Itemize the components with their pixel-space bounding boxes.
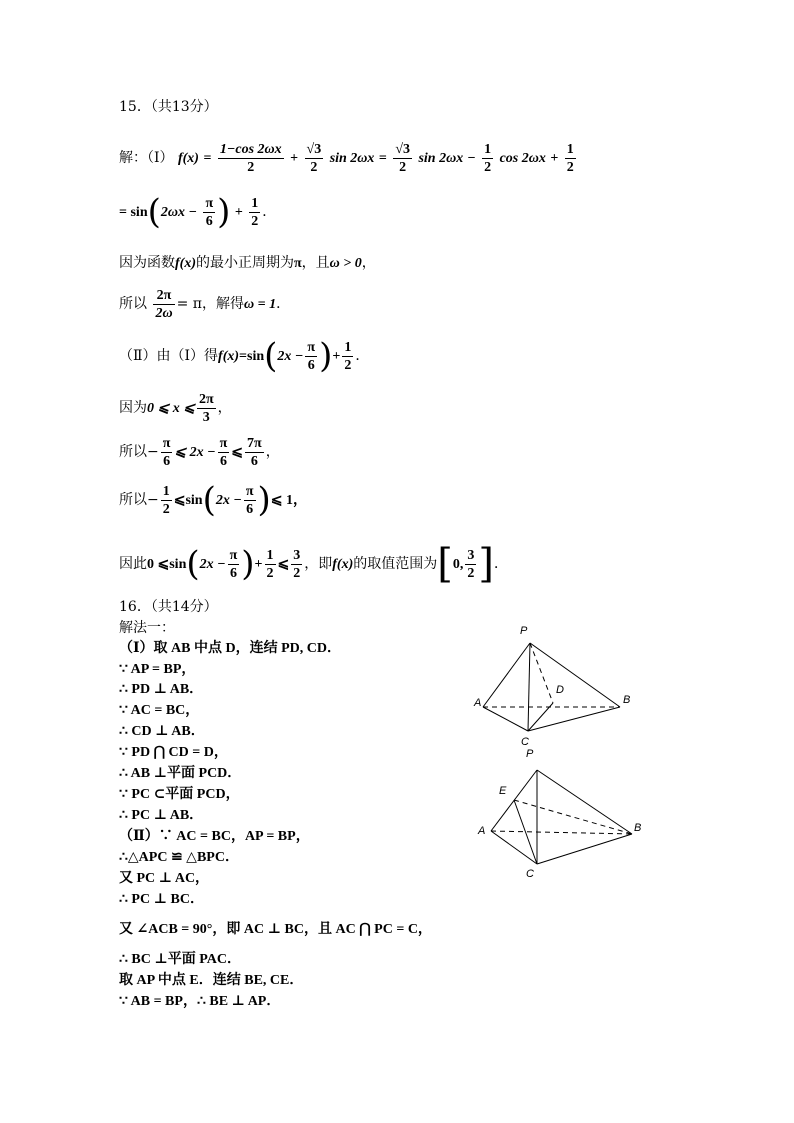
frac-2pi-2w	[153, 287, 174, 322]
paren-close: )	[319, 336, 333, 376]
q16-line: ∴ CD ⊥ AB．	[119, 724, 205, 739]
frac-num: π	[205, 195, 214, 211]
frac-3	[393, 141, 412, 176]
text: 因此	[119, 556, 147, 572]
term-sin: sin 2ωx	[329, 151, 375, 166]
arg: 2x −	[215, 493, 242, 508]
frac-num: 1	[484, 141, 492, 157]
frac-7pi6	[245, 435, 264, 470]
sin-word: sin	[169, 557, 187, 572]
q15-line8	[119, 480, 307, 520]
q16-line: ∵ AB = BP，∴ BE ⊥ AP．	[119, 994, 281, 1009]
frac-num: π	[162, 435, 171, 451]
frac-num: 1	[344, 339, 352, 355]
frac-num: 3	[467, 547, 475, 563]
q16-line: ∵ PC ⊂平面 PCD，	[119, 787, 240, 802]
frac-den: 6	[163, 453, 171, 469]
tetrahedron-figure-1	[466, 615, 646, 750]
q16-line: （Ⅱ）∵ AC = BC，AP = BP，	[119, 829, 310, 844]
dot: ．	[493, 556, 508, 572]
frac-den: 2	[484, 159, 492, 175]
label-B: B	[623, 694, 631, 706]
frac-pi6	[305, 339, 317, 374]
term-cos: cos 2ωx	[499, 151, 546, 166]
q16-line: ∴ PC ⊥ AB．	[119, 808, 204, 823]
label-C: C	[521, 736, 529, 748]
fx: f(x)	[177, 151, 199, 166]
frac-4	[482, 141, 493, 176]
text: 因为函数	[119, 255, 175, 271]
frac-num: π	[307, 339, 316, 355]
frac-num: 1	[251, 195, 259, 211]
frac-num: √3	[395, 141, 411, 157]
q15-line6	[119, 388, 232, 428]
text: 所以−	[119, 492, 159, 508]
q15-line3	[119, 253, 376, 274]
q16-line: 取 AP 中点 E．连结 BE, CE．	[119, 973, 304, 988]
minus: −	[467, 151, 476, 166]
frac-num: 1	[566, 141, 574, 157]
arg: 2x −	[277, 349, 304, 364]
text: ，	[361, 255, 376, 271]
text: 的取值范围为	[353, 556, 438, 572]
frac-pi6	[161, 435, 173, 470]
frac-den: 2	[293, 565, 301, 581]
text: ，且	[301, 255, 330, 271]
q16-header: 16．（共14分）	[119, 599, 218, 615]
frac-num: 7π	[247, 435, 262, 451]
frac-den: 2	[266, 565, 274, 581]
paren-open: (	[264, 336, 278, 376]
paren-open: (	[202, 480, 216, 520]
sin-word: = sin	[119, 205, 148, 220]
frac-num: 2π	[198, 391, 214, 407]
dot: ．	[262, 204, 277, 220]
leq: ⩽	[277, 557, 290, 572]
frac-num: 3	[293, 547, 301, 563]
leq: ⩽	[231, 445, 244, 460]
frac-num: 1	[162, 483, 170, 499]
comma: ，	[265, 444, 280, 460]
q16-line: ∴△APC ≌ △BPC．	[119, 850, 239, 865]
frac-pi6	[218, 435, 230, 470]
frac-den: 6	[205, 213, 213, 229]
frac-den: 2	[344, 357, 352, 373]
dot: ．	[355, 348, 370, 364]
frac-den: 6	[246, 501, 254, 517]
arg: 2ωx −	[160, 205, 197, 220]
frac-num: 2π	[153, 287, 174, 305]
frac-num: π	[219, 435, 228, 451]
frac-num: 1−cos 2ωx	[219, 141, 282, 157]
frac-den: 2ω	[155, 305, 173, 321]
sol-prefix: 解：（Ⅰ）	[119, 150, 174, 166]
frac-den: 6	[307, 357, 315, 373]
q16-line: ∴ PD ⊥ AB．	[119, 682, 204, 697]
frac-2pi3	[197, 391, 216, 426]
q16-method: 解法一：	[119, 620, 175, 636]
label-P: P	[520, 625, 528, 637]
frac-num: π	[245, 483, 254, 499]
frac-pi6	[244, 483, 256, 518]
paren-open: (	[186, 544, 200, 584]
zero-leq: 0 ⩽	[147, 557, 170, 572]
q16-line: 又 PC ⊥ AC，	[119, 871, 210, 886]
text: 所以	[119, 296, 147, 312]
bracket-open: [	[437, 541, 453, 587]
frac-half	[161, 483, 172, 518]
dot: ．	[276, 296, 291, 312]
q15-line1	[119, 138, 578, 178]
frac-num: √3	[306, 141, 322, 157]
text: ，即	[304, 556, 333, 572]
frac-3-2	[291, 547, 302, 582]
q15-header: 15．（共13分）	[119, 99, 218, 115]
plus: +	[290, 151, 299, 166]
q15-line2	[119, 192, 276, 232]
fx: f(x)	[332, 557, 354, 572]
frac-den: 2	[247, 159, 255, 175]
tetrahedron-figure-2	[466, 743, 651, 883]
omega-pos: ω > 0	[329, 256, 362, 271]
frac-den: 6	[229, 565, 237, 581]
q16-line: ∵ AP = BP，	[119, 662, 196, 677]
leq-2x: ⩽ 2x −	[174, 445, 216, 460]
frac-pi6	[228, 547, 240, 582]
frac-den: 6	[250, 453, 258, 469]
frac-den: 6	[219, 453, 227, 469]
q16-line: ∴ BC ⊥平面 PAC．	[119, 952, 242, 967]
eq: =	[378, 151, 387, 166]
frac-den: 3	[202, 409, 210, 425]
frac-den: 2	[467, 565, 475, 581]
leq: ⩽	[173, 493, 186, 508]
label-C: C	[526, 868, 534, 880]
text: （Ⅱ）由（Ⅰ）得	[119, 348, 219, 364]
range-x: 0 ⩽ x ⩽	[147, 401, 195, 416]
q15-line5	[119, 336, 369, 376]
frac-5	[565, 141, 576, 176]
frac-den: 2	[251, 213, 259, 229]
frac-num: 1	[266, 547, 274, 563]
comma: ，	[217, 400, 232, 416]
sin-word: sin	[247, 349, 265, 364]
text: 因为	[119, 400, 147, 416]
label-E: E	[499, 785, 507, 797]
text: 所以−	[119, 444, 159, 460]
q16-line: ∴ AB ⊥平面 PCD．	[119, 766, 242, 781]
frac-3-2	[465, 547, 476, 582]
pi: π	[294, 256, 302, 271]
q16-line: ∵ PD ⋂ CD = D，	[119, 745, 228, 760]
frac-den: 2	[399, 159, 407, 175]
frac-2	[305, 141, 324, 176]
fx: f(x)	[218, 349, 240, 364]
label-A: A	[478, 825, 486, 837]
paren-close: )	[217, 192, 231, 232]
omega-eq: ω = 1	[243, 297, 277, 312]
zero-comma: 0,	[452, 557, 464, 572]
paren-open: (	[147, 192, 161, 232]
label-P: P	[526, 748, 534, 760]
q16-line: ∴ PC ⊥ BC．	[119, 892, 204, 907]
frac-1	[218, 141, 284, 176]
label-B: B	[634, 822, 642, 834]
frac-half	[249, 195, 260, 230]
text: 的最小正周期为	[196, 255, 294, 271]
text: = π，解得	[176, 296, 244, 312]
leq-one: ⩽ 1，	[270, 493, 308, 508]
q16-line-angle: 又 ∠ACB = 90°，即 AC ⊥ BC，且 AC ⋂ PC = C，	[119, 922, 432, 937]
label-A: A	[474, 697, 482, 709]
bracket-close: ]	[478, 541, 494, 587]
arg: 2x −	[199, 557, 226, 572]
plus: +	[254, 557, 263, 572]
frac-den: 2	[162, 501, 170, 517]
plus: +	[332, 349, 341, 364]
paren-close: )	[257, 480, 271, 520]
frac-half	[265, 547, 276, 582]
paren-close: )	[241, 544, 255, 584]
eq: =	[203, 151, 212, 166]
plus: +	[550, 151, 559, 166]
q16-line: ∵ AC = BC，	[119, 703, 200, 718]
term-sin: sin 2ωx	[418, 151, 464, 166]
fx: f(x)	[175, 256, 196, 271]
frac-half	[342, 339, 353, 374]
frac-den: 2	[310, 159, 318, 175]
sin-word: sin	[185, 493, 203, 508]
q15-line4	[119, 284, 290, 324]
frac-num: π	[229, 547, 238, 563]
q15-line7	[119, 432, 280, 472]
q16-line: （Ⅰ）取 AB 中点 D，连结 PD, CD．	[119, 641, 341, 656]
plus: +	[234, 205, 243, 220]
eq: =	[239, 349, 248, 364]
frac-pi6	[203, 195, 215, 230]
q15-line9	[119, 541, 508, 587]
frac-den: 2	[566, 159, 574, 175]
label-D: D	[556, 684, 564, 696]
